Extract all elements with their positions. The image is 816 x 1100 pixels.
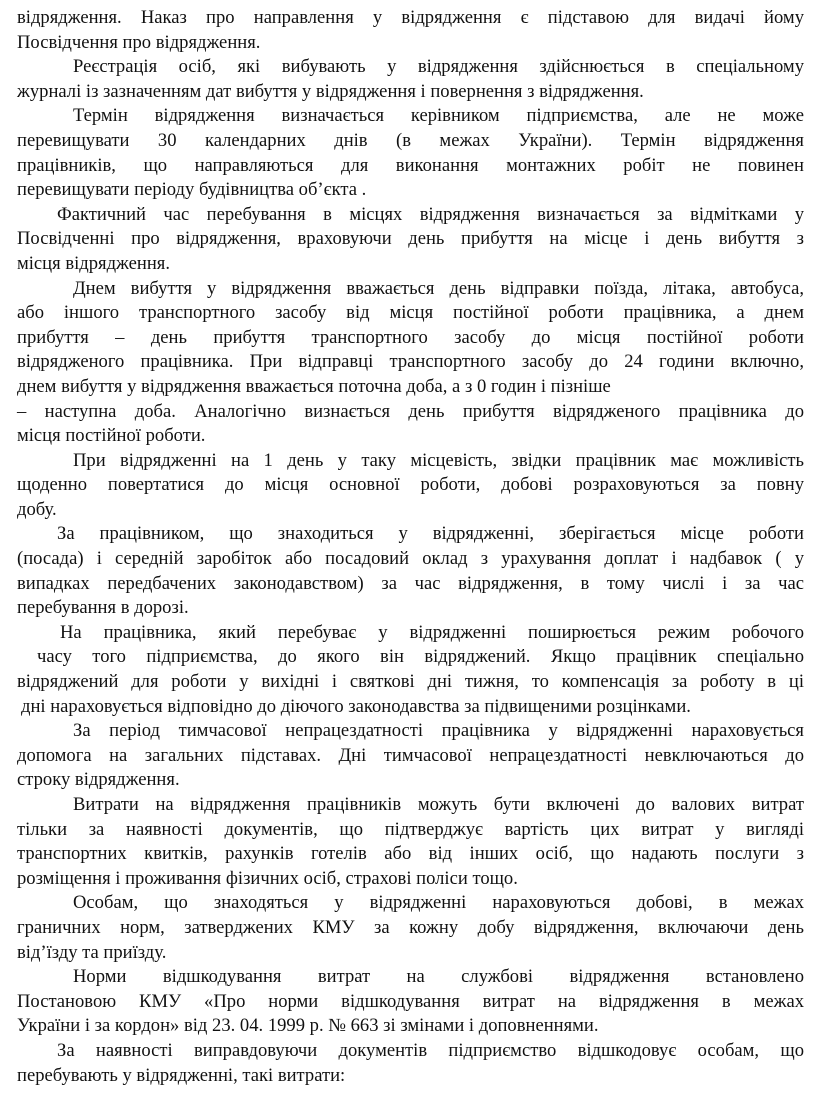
paragraph — [17, 203, 804, 277]
paragraph — [17, 6, 804, 55]
paragraph — [17, 965, 804, 1039]
text-line: прибуття – день прибуття транспортного засобу до місця постійної роботи — [17, 326, 804, 348]
text-line: строку відрядження. — [17, 769, 180, 791]
text-line: України і за кордон» від 23. 04. 1999 р. № 663 зі змінами і доповненнями. — [17, 1015, 599, 1037]
text-line: За працівником, що знаходиться у відрядженні, зберігається місце роботи — [57, 523, 804, 545]
paragraph — [17, 55, 804, 104]
text-line: перевищувати періоду будівництва об’єкта . — [17, 179, 367, 201]
text-line: Фактичний час перебування в місцях відрядження визначається за відмітками у — [57, 203, 804, 225]
text-line: випадках передбачених законодавством) за час відрядження, в тому числі і за час — [17, 572, 804, 594]
paragraph — [17, 449, 804, 523]
text-line: відрядження. Наказ про направлення у відрядження є підставою для видачі йому — [17, 7, 804, 28]
text-line: працівників, що направляються для виконання монтажних робіт не повинен — [17, 154, 804, 176]
paragraph — [17, 719, 804, 793]
paragraph — [17, 621, 804, 719]
text-line: транспортних квитків, рахунків готелів або від інших осіб, що надають послуги з — [17, 843, 804, 865]
text-line: перебування в дорозі. — [17, 597, 189, 619]
paragraph — [17, 277, 804, 449]
text-line: дні нараховується відповідно до діючого законодавства за підвищеними розцінками. — [21, 695, 691, 717]
text-line: граничних норм, затверджених КМУ за кожну добу відрядження, включаючи день — [17, 916, 804, 938]
text-line: від’їзду та приїзду. — [17, 941, 167, 963]
text-line: (посада) і середній заробіток або посадовий оклад з урахування доплат і надбавок ( у — [17, 548, 804, 570]
text-line: часу того підприємства, до якого він відряджений. Якщо працівник спеціально — [37, 646, 804, 668]
text-line: місця відрядження. — [17, 252, 171, 274]
text-line: При відрядженні на 1 день у таку місцевість, звідки працівник має можливість — [73, 449, 804, 471]
text-line: Посвідченні про відрядження, враховуючи день прибуття на місце і день вибуття з — [17, 228, 804, 250]
text-line: добу. — [17, 498, 57, 520]
text-line: На працівника, який перебуває у відрядженні поширюється режим робочого — [60, 621, 804, 643]
text-line: – наступна доба. Аналогічно визнається день прибуття відрядженого працівника до — [17, 400, 804, 422]
text-line: журналі із зазначенням дат вибуття у відрядження і повернення з відрядження. — [17, 80, 644, 102]
paragraph — [17, 522, 804, 620]
paragraph — [17, 1039, 804, 1088]
text-line: Днем вибуття у відрядження вважається день відправки поїзда, літака, автобуса, — [73, 277, 804, 299]
text-line: перевищувати 30 календарних днів (в межах України). Термін відрядження — [17, 129, 804, 151]
text-line: тільки за наявності документів, що підтверджує вартість цих витрат у вигляді — [17, 818, 804, 840]
text-line: Посвідчення про відрядження. — [17, 31, 261, 53]
text-line: Термін відрядження визначається керівником підприємства, але не може — [73, 105, 804, 127]
text-line: Норми відшкодування витрат на службові відрядження встановлено — [73, 966, 804, 988]
paragraph — [17, 104, 804, 202]
text-line: перебувають у відрядженні, такі витрати: — [17, 1064, 346, 1086]
text-line: Витрати на відрядження працівників можуть бути включені до валових витрат — [73, 794, 804, 815]
text-line: щоденно повертатися до місця основної роботи, добові розраховуються за повну — [17, 474, 804, 496]
text-line: або іншого транспортного засобу від місця постійної роботи працівника, а днем — [17, 302, 804, 324]
text-line: Реєстрація осіб, які вибувають у відрядження здійснюється в спеціальному — [73, 56, 804, 78]
text-line: Особам, що знаходяться у відрядженні нараховуються добові, в межах — [73, 892, 804, 914]
text-line: За наявності виправдовуючи документів підприємство відшкодовує особам, що — [57, 1039, 804, 1061]
paragraph — [17, 891, 804, 965]
text-line: місця постійної роботи. — [17, 425, 206, 447]
text-line: допомога на загальних підставах. Дні тимчасової непрацездатності невключаються до — [17, 744, 804, 766]
text-line: Постановою КМУ «Про норми відшкодування витрат на відрядження в межах — [17, 990, 804, 1012]
text-line: відряджений для роботи у вихідні і святкові дні тижня, то компенсація за роботу в ці — [17, 671, 804, 693]
text-line: За період тимчасової непрацездатності працівника у відрядженні нараховується — [73, 720, 804, 742]
text-line: відрядженого працівника. При відправці транспортного засобу до 24 години включно, — [17, 351, 804, 373]
text-line: розміщення і проживання фізичних осіб, страхові поліси тощо. — [17, 867, 518, 889]
paragraph — [17, 793, 804, 891]
text-line: днем вибуття у відрядження вважається поточна доба, а з 0 годин і пізніше — [17, 375, 611, 397]
